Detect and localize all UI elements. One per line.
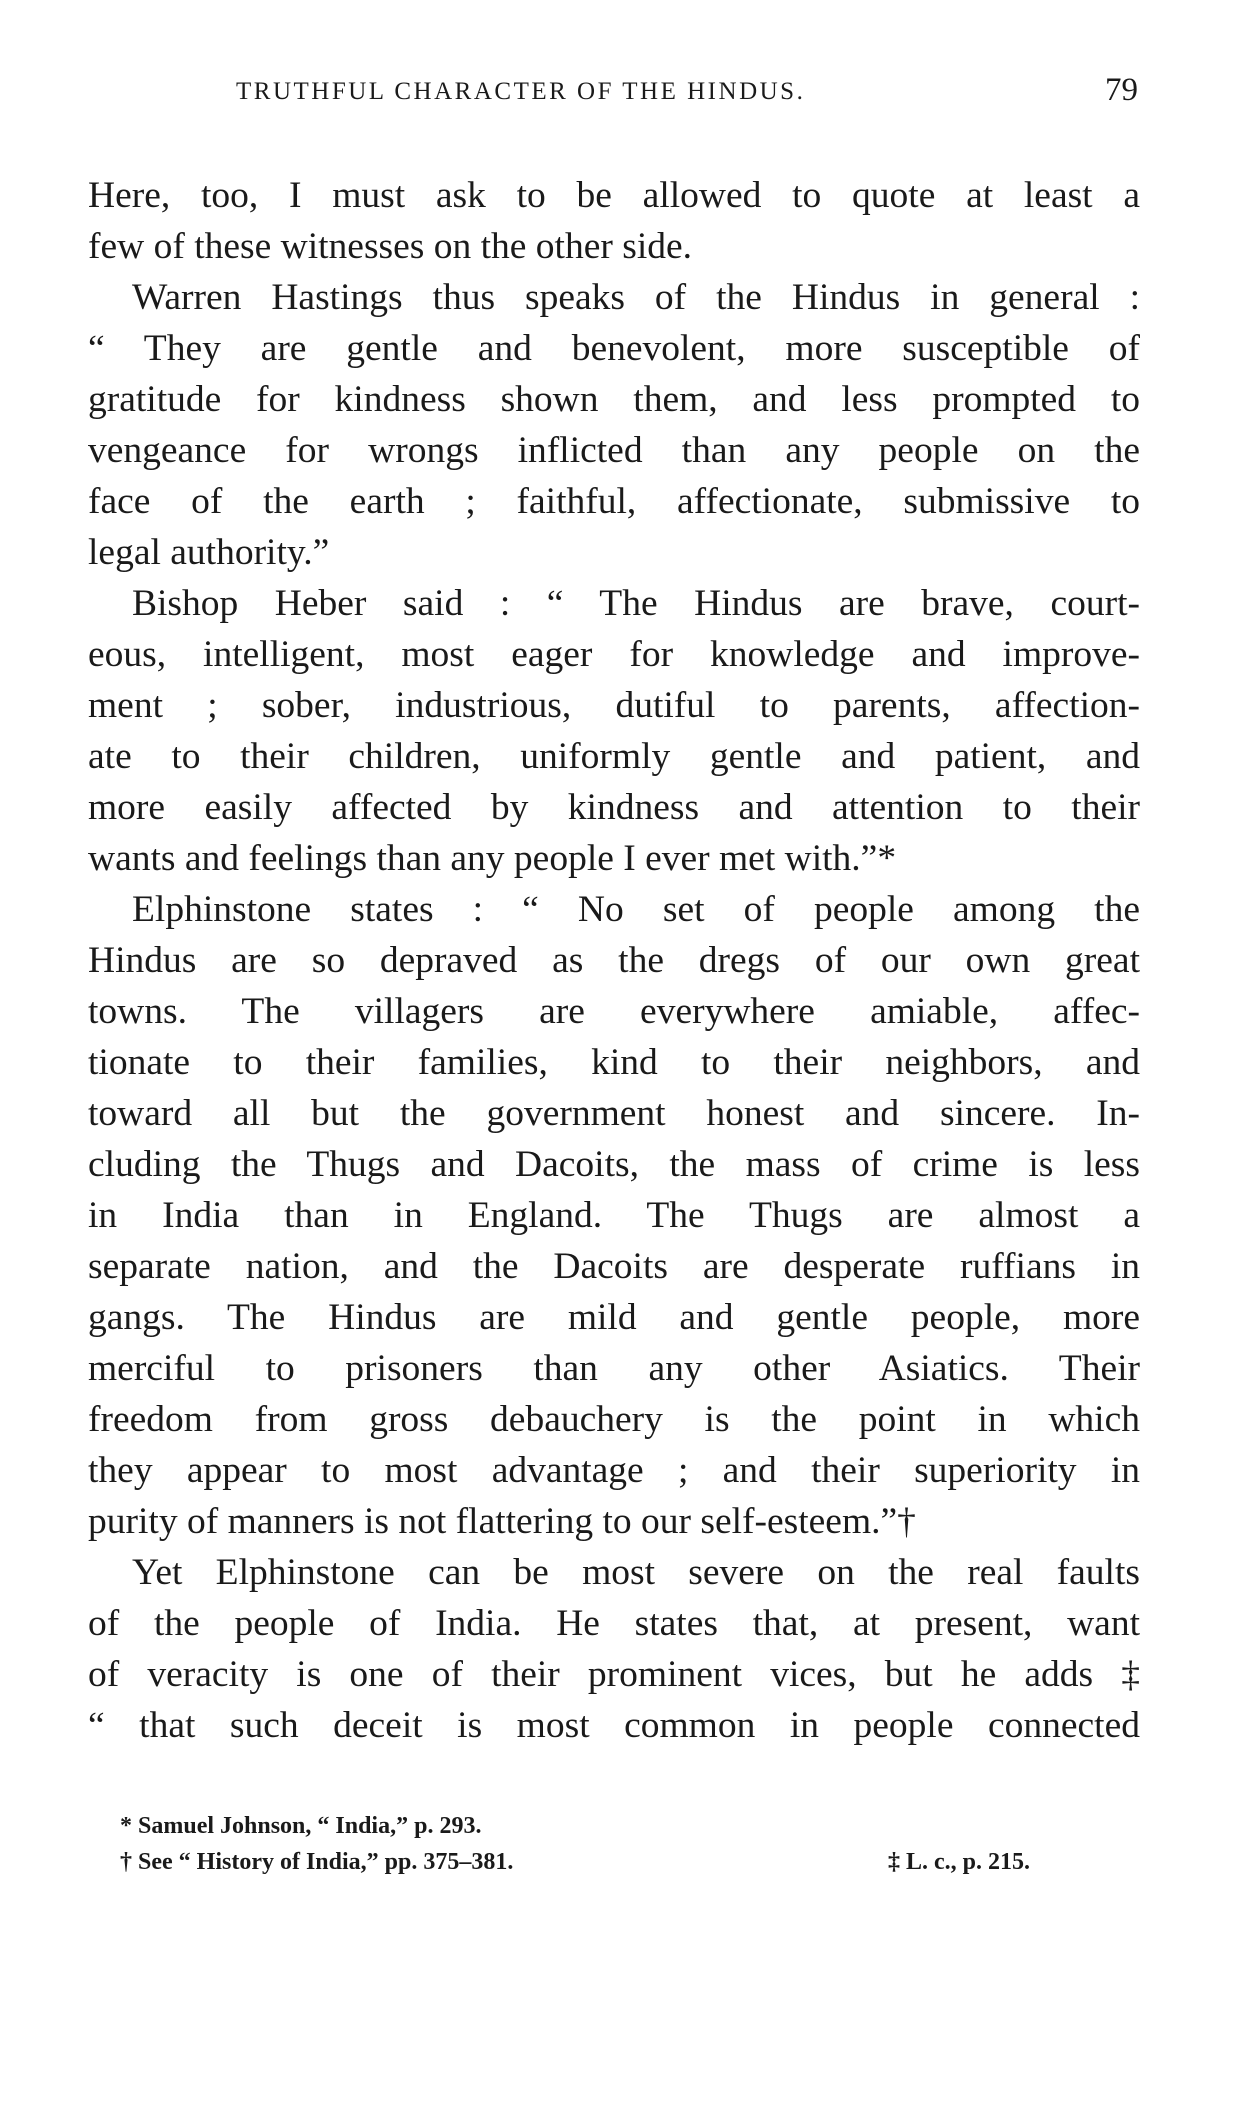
text-line: more easily affected by kindness and attention to their (88, 787, 1140, 828)
text-line: ment ; sober, industrious, dutiful to parents, affection- (88, 685, 1140, 726)
text-line: Warren Hastings thus speaks of the Hindus in general : (132, 277, 1140, 318)
text-line: ate to their children, uniformly gentle and patient, and (88, 736, 1140, 777)
text-line: Bishop Heber said : “ The Hindus are brave, court- (132, 583, 1140, 624)
footnotes (120, 1808, 1120, 1880)
footnote-row (120, 1808, 1120, 1844)
text-line: merciful to prisoners than any other Asiatics. Their (88, 1348, 1140, 1389)
footnote-row (120, 1844, 1120, 1880)
text-line: of the people of India. He states that, at present, want (88, 1603, 1140, 1644)
text-line: wants and feelings than any people I ever met with.”* (88, 838, 897, 879)
text-line: legal authority.” (88, 532, 330, 573)
text-line: face of the earth ; faithful, affectionate, submissive to (88, 481, 1140, 522)
page-number: 79 (1105, 72, 1138, 108)
text-line: “ that such deceit is most common in people connected (88, 1705, 1140, 1746)
footnote-johnson: * Samuel Johnson, “ India,” p. 293. (120, 1813, 482, 1839)
text-line: vengeance for wrongs inflicted than any people on the (88, 430, 1140, 471)
text-line: towns. The villagers are everywhere amiable, affec- (88, 991, 1140, 1032)
text-line: Yet Elphinstone can be most severe on the real faults (132, 1552, 1140, 1593)
text-line: of veracity is one of their prominent vices, but he adds ‡ (88, 1654, 1140, 1695)
text-line: toward all but the government honest and sincere. In- (88, 1093, 1140, 1134)
text-line: Hindus are so depraved as the dregs of our own great (88, 940, 1140, 981)
text-line: tionate to their families, kind to their neighbors, and (88, 1042, 1140, 1083)
text-line: Elphinstone states : “ No set of people among the (132, 889, 1140, 930)
text-line: Here, too, I must ask to be allowed to quote at least a (88, 175, 1140, 216)
running-title: TRUTHFUL CHARACTER OF THE HINDUS. (236, 78, 806, 105)
text-line: gangs. The Hindus are mild and gentle people, more (88, 1297, 1140, 1338)
footnote-history-of-india: † See “ History of India,” pp. 375–381. (120, 1849, 514, 1875)
text-line: “ They are gentle and benevolent, more susceptible of (88, 328, 1140, 369)
text-line: few of these witnesses on the other side. (88, 226, 693, 267)
text-line: purity of manners is not flattering to our self-esteem.”† (88, 1501, 916, 1542)
text-line: in India than in England. The Thugs are almost a (88, 1195, 1140, 1236)
text-line: eous, intelligent, most eager for knowledge and improve- (88, 634, 1140, 675)
footnote-loc-cit: ‡ L. c., p. 215. (888, 1849, 1031, 1875)
text-line: freedom from gross debauchery is the point in which (88, 1399, 1140, 1440)
running-head (88, 72, 1138, 112)
body-text (88, 170, 1140, 1751)
text-line: separate nation, and the Dacoits are desperate ruffians in (88, 1246, 1140, 1287)
text-line: gratitude for kindness shown them, and less prompted to (88, 379, 1140, 420)
text-line: they appear to most advantage ; and their superiority in (88, 1450, 1140, 1491)
text-line: cluding the Thugs and Dacoits, the mass of crime is less (88, 1144, 1140, 1185)
